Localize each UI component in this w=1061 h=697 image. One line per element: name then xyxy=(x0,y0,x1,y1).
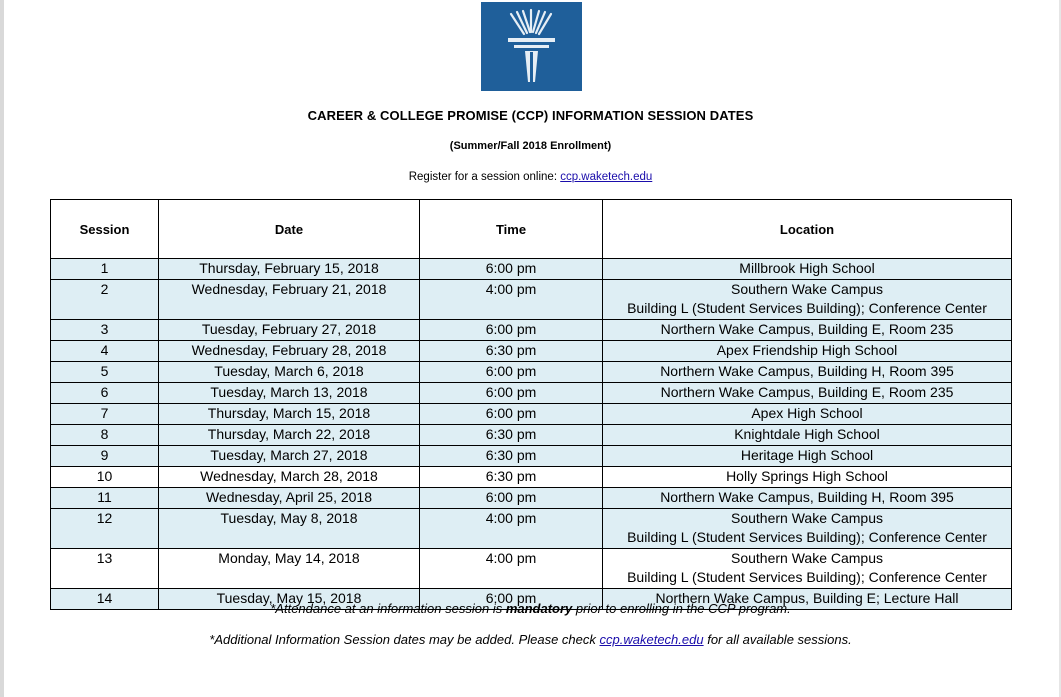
sessions-table xyxy=(50,199,1012,610)
time-cell: 6:00 pm xyxy=(420,589,603,610)
location-cell xyxy=(603,509,1012,549)
location-line: Knightdale High School xyxy=(734,426,880,442)
table-row xyxy=(51,383,1012,404)
page-subtitle: (Summer/Fall 2018 Enrollment) xyxy=(449,140,612,152)
location-line: Heritage High School xyxy=(740,447,874,463)
date-cell: Tuesday, May 8, 2018 xyxy=(159,509,420,549)
session-cell: 12 xyxy=(51,509,159,549)
note2-suffix: for all available sessions. xyxy=(703,632,852,647)
session-cell: 4 xyxy=(51,341,159,362)
time-cell: 4:00 pm xyxy=(420,280,603,320)
register-prefix: Register for a session online: xyxy=(408,171,561,183)
location-line: Southern Wake Campus xyxy=(731,550,883,566)
date-cell: Tuesday, March 6, 2018 xyxy=(159,362,420,383)
table-row xyxy=(51,467,1012,488)
time-cell: 6:00 pm xyxy=(420,404,603,425)
session-cell: 6 xyxy=(51,383,159,404)
date-cell: Tuesday, March 13, 2018 xyxy=(159,383,420,404)
time-cell: 4:00 pm xyxy=(420,549,603,589)
time-cell: 6:00 pm xyxy=(420,488,603,509)
session-cell: 10 xyxy=(51,467,159,488)
location-cell xyxy=(603,280,1012,320)
note1-suffix: prior to enrolling in the CCP program. xyxy=(572,601,791,616)
table-row xyxy=(51,362,1012,383)
location-cell xyxy=(603,404,1012,425)
table-header-row xyxy=(51,200,1012,259)
time-cell: 6:00 pm xyxy=(420,320,603,341)
session-cell: 8 xyxy=(51,425,159,446)
location-cell xyxy=(603,341,1012,362)
location-line: Building L (Student Services Building); Conference Center xyxy=(627,300,987,316)
register-link[interactable]: ccp.waketech.edu xyxy=(560,171,653,183)
register-line xyxy=(0,171,1061,183)
session-cell: 2 xyxy=(51,280,159,320)
time-cell: 6:30 pm xyxy=(420,425,603,446)
location-line: Southern Wake Campus xyxy=(731,510,883,526)
session-cell: 1 xyxy=(51,259,159,280)
session-cell: 13 xyxy=(51,549,159,589)
additional-sessions-note xyxy=(0,632,1061,647)
table-row xyxy=(51,280,1012,320)
date-cell: Wednesday, February 28, 2018 xyxy=(159,341,420,362)
date-cell: Wednesday, April 25, 2018 xyxy=(159,488,420,509)
table-row xyxy=(51,446,1012,467)
date-cell: Thursday, February 15, 2018 xyxy=(159,259,420,280)
session-cell: 7 xyxy=(51,404,159,425)
table-row xyxy=(51,341,1012,362)
location-line: Building L (Student Services Building); Conference Center xyxy=(627,569,987,585)
date-cell: Tuesday, March 27, 2018 xyxy=(159,446,420,467)
note1-bold: mandatory xyxy=(505,601,573,616)
table-row xyxy=(51,509,1012,549)
session-cell: 11 xyxy=(51,488,159,509)
header-location: Location xyxy=(603,200,1012,259)
location-cell xyxy=(603,362,1012,383)
location-cell xyxy=(603,446,1012,467)
header-date: Date xyxy=(159,200,420,259)
time-cell: 4:00 pm xyxy=(420,509,603,549)
time-cell: 6:00 pm xyxy=(420,383,603,404)
location-line: Northern Wake Campus, Building H, Room 395 xyxy=(660,489,954,505)
torch-logo xyxy=(481,2,582,91)
session-cell: 5 xyxy=(51,362,159,383)
table-row xyxy=(51,404,1012,425)
table-row xyxy=(51,549,1012,589)
location-line: Northern Wake Campus, Building E, Room 235 xyxy=(660,384,954,400)
location-cell xyxy=(603,383,1012,404)
time-cell: 6:30 pm xyxy=(420,341,603,362)
date-cell: Thursday, March 22, 2018 xyxy=(159,425,420,446)
time-cell: 6:30 pm xyxy=(420,446,603,467)
location-line: Northern Wake Campus, Building E, Room 235 xyxy=(660,321,954,337)
location-line: Millbrook High School xyxy=(739,260,875,276)
time-cell: 6:00 pm xyxy=(420,362,603,383)
session-cell: 9 xyxy=(51,446,159,467)
date-cell: Tuesday, May 15, 2018 xyxy=(159,589,420,610)
location-line: Apex Friendship High School xyxy=(716,342,898,358)
note2-link[interactable]: ccp.waketech.edu xyxy=(599,632,704,647)
date-cell: Monday, May 14, 2018 xyxy=(159,549,420,589)
location-line: Building L (Student Services Building); Conference Center xyxy=(627,529,987,545)
header-time: Time xyxy=(420,200,603,259)
date-cell: Wednesday, March 28, 2018 xyxy=(159,467,420,488)
table-row xyxy=(51,320,1012,341)
table-row xyxy=(51,259,1012,280)
session-cell: 14 xyxy=(51,589,159,610)
date-cell: Wednesday, February 21, 2018 xyxy=(159,280,420,320)
location-cell xyxy=(603,425,1012,446)
location-cell xyxy=(603,259,1012,280)
attendance-note xyxy=(0,601,1061,616)
page-title: CAREER & COLLEGE PROMISE (CCP) INFORMATION SESSION DATES xyxy=(307,108,754,123)
table-row xyxy=(51,425,1012,446)
location-cell xyxy=(603,549,1012,589)
note1-prefix: *Attendance at an information session is xyxy=(270,601,506,616)
location-line: Apex High School xyxy=(751,405,863,421)
table-row xyxy=(51,488,1012,509)
session-cell: 3 xyxy=(51,320,159,341)
time-cell: 6:00 pm xyxy=(420,259,603,280)
location-cell xyxy=(603,467,1012,488)
location-line: Northern Wake Campus, Building E; Lecture Hall xyxy=(655,590,959,606)
date-cell: Thursday, March 15, 2018 xyxy=(159,404,420,425)
location-line: Holly Springs High School xyxy=(726,468,888,484)
table-body xyxy=(51,259,1012,610)
location-line: Southern Wake Campus xyxy=(731,281,883,297)
page-left-border xyxy=(0,0,4,697)
note2-prefix: *Additional Information Session dates may be added. Please check xyxy=(209,632,600,647)
location-cell xyxy=(603,488,1012,509)
time-cell: 6:30 pm xyxy=(420,467,603,488)
location-cell xyxy=(603,320,1012,341)
location-line: Northern Wake Campus, Building H, Room 395 xyxy=(660,363,954,379)
header-session: Session xyxy=(51,200,159,259)
date-cell: Tuesday, February 27, 2018 xyxy=(159,320,420,341)
